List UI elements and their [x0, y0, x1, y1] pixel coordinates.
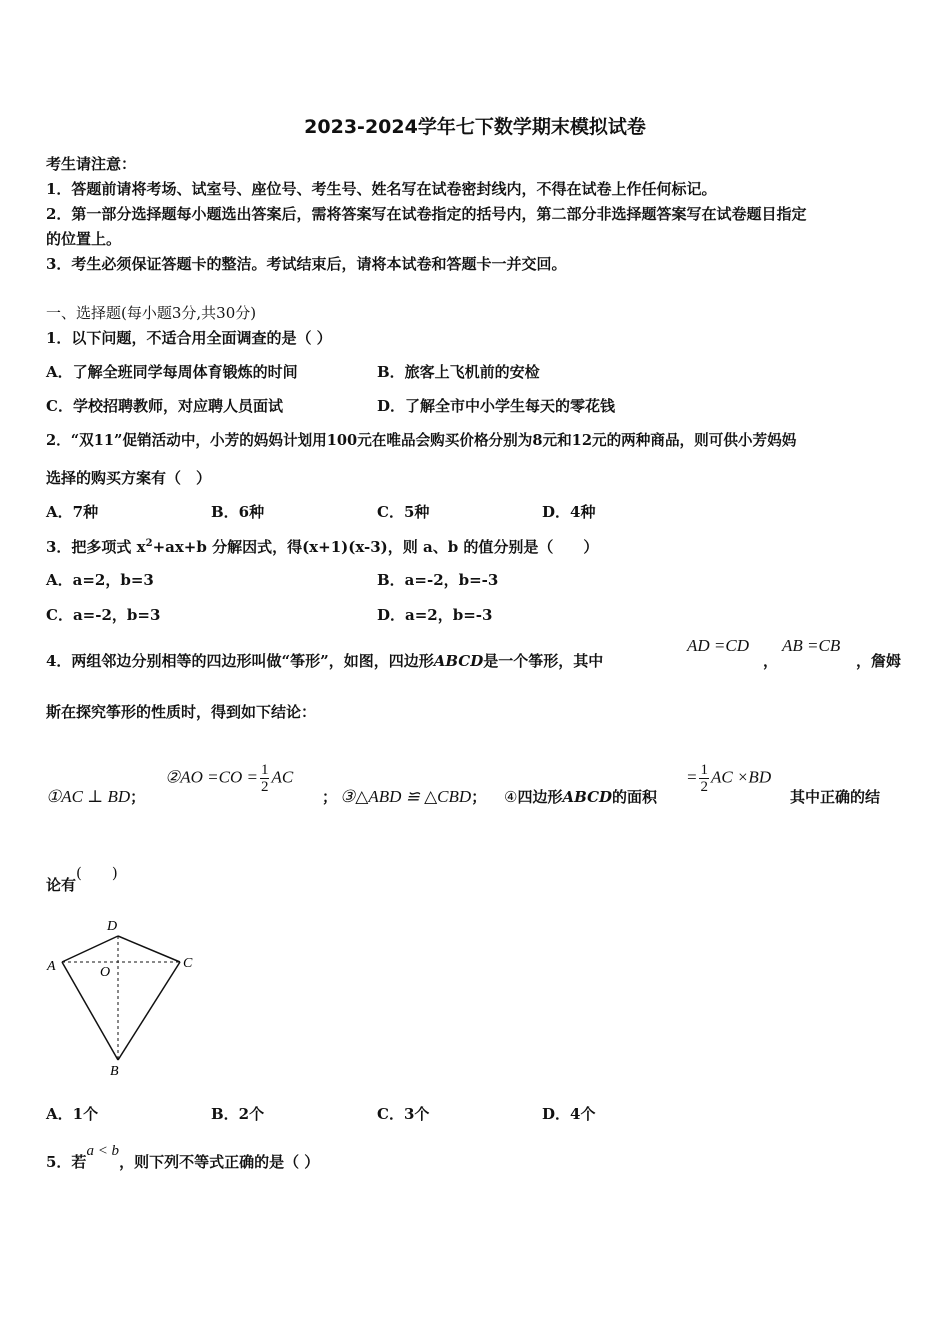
q3-option-c[interactable]: C．a=-2，b=3	[46, 606, 161, 624]
q4-conclusion-2	[165, 762, 293, 795]
q2-option-b[interactable]: B．6种	[211, 503, 265, 521]
notice-item-2-cont: 的位置上。	[46, 230, 122, 248]
section-heading: 一、选择题(每小题3分,共30分)	[46, 304, 257, 322]
notice-item-2: 2．第一部分选择题每小题选出答案后，需将答案写在试卷指定的括号内，第二部分非选择题答案写在试卷题目指定	[46, 205, 807, 223]
q3-option-d[interactable]: D．a=2，b=-3	[377, 606, 493, 624]
q4-c2-pre: ②AO =CO =	[165, 767, 258, 787]
q4-stem-line3-text: 论有	[46, 876, 77, 894]
q4-c4-label: ④	[504, 788, 518, 806]
q1-option-a[interactable]: A．了解全班同学每周体育锻炼的时间	[46, 363, 298, 381]
q4-c2-post: AC	[271, 767, 294, 787]
q4-stem-line3	[46, 864, 118, 895]
q3-option-a[interactable]: A．a=2，b=3	[46, 571, 154, 589]
kite-label-a: A	[47, 959, 56, 974]
q4-eq-ad-cd: AD =CD	[687, 636, 749, 655]
q4-option-c[interactable]: C．3个	[377, 1105, 430, 1123]
q2-option-a[interactable]: A．7种	[46, 503, 99, 521]
q4-area-fraction	[699, 762, 709, 795]
q4-c4-area: 的面积	[612, 788, 658, 806]
q4-conclusion-3	[340, 786, 486, 807]
q1-option-c[interactable]: C．学校招聘教师，对应聘人员面试	[46, 397, 283, 415]
q4-option-a[interactable]: A．1个	[46, 1105, 99, 1123]
page-title: 2023-2024学年七下数学期末模拟试卷	[304, 116, 646, 138]
q3-stem-sup: 2	[145, 538, 153, 549]
q5-stem	[46, 1143, 320, 1172]
q4-c4-text: 四边形	[517, 788, 563, 806]
q1-option-d[interactable]: D．了解全市中小学生每天的零花钱	[377, 397, 616, 415]
kite-edge-dc	[118, 936, 180, 962]
q4-stem-line1	[46, 650, 603, 671]
q5-condition: a < b	[86, 1143, 120, 1159]
q4-conclusion-4	[504, 786, 657, 807]
q4-c1: ①AC ⊥ BD	[46, 787, 131, 806]
q4-area-formula	[686, 762, 771, 795]
kite-label-c: C	[183, 956, 193, 971]
notice-item-1: 1．答题前请将考场、试室号、座位号、考生号、姓名写在试卷密封线内，不得在试卷上作任何标记。	[46, 180, 717, 198]
q4-conclusion-1	[46, 786, 145, 807]
q2-option-d[interactable]: D．4种	[542, 503, 596, 521]
kite-figure	[44, 912, 204, 1080]
q4-stem-c: ，詹姆	[856, 652, 902, 670]
q5-post: ，则下列不等式正确的是（ ）	[119, 1153, 320, 1171]
q4-c4-abcd: ABCD	[562, 788, 613, 806]
q1-option-b[interactable]: B．旅客上飞机前的安检	[377, 363, 540, 381]
q4-sep-3: ；	[471, 788, 487, 806]
q4-option-d[interactable]: D．4个	[542, 1105, 596, 1123]
q4-stem-a: 4．两组邻边分别相等的四边形叫做“筝形”，如图，四边形	[46, 652, 434, 670]
q4-c4-post: AC ×BD	[710, 767, 772, 787]
q4-sep-2: ；	[322, 788, 338, 806]
q1-stem: 1．以下问题，不适合用全面调查的是（ ）	[46, 329, 332, 347]
q4-stem-d: 其中正确的结	[790, 788, 881, 806]
q4-area-half-num: 1	[700, 762, 708, 778]
q4-c3: ③△ABD ≌ △CBD	[340, 787, 472, 806]
q3-stem-pre: 3．把多项式 x	[46, 538, 146, 556]
notice-heading: 考生请注意：	[46, 155, 137, 173]
q4-half-den: 2	[260, 779, 269, 795]
q4-abcd: ABCD	[433, 652, 484, 670]
q4-half-fraction	[260, 762, 270, 795]
q5-pre: 5．若	[46, 1153, 87, 1171]
q4-sep-1: ；	[130, 788, 146, 806]
kite-label-o: O	[100, 965, 111, 980]
q4-answer-paren: ( )	[76, 864, 118, 882]
q4-comma: ，	[763, 652, 779, 670]
kite-edge-cb	[118, 962, 180, 1060]
q4-stem-b: 是一个筝形，其中	[483, 652, 604, 670]
q4-option-b[interactable]: B．2个	[211, 1105, 265, 1123]
q2-stem-line2: 选择的购买方案有（ ）	[46, 469, 212, 487]
q3-stem	[46, 536, 598, 557]
q4-c4-eq: =	[686, 767, 698, 787]
kite-edge-ad	[62, 936, 118, 962]
q4-eq-ab-cb: AB =CB	[782, 636, 841, 655]
q2-stem-line1: 2．“双11”促销活动中，小芳的妈妈计划用100元在唯品会购买价格分别为8元和12元的两种商品，则可供小芳妈妈	[46, 432, 797, 449]
q2-option-c[interactable]: C．5种	[377, 503, 430, 521]
q4-area-half-den: 2	[700, 779, 708, 795]
notice-item-3: 3．考生必须保证答题卡的整洁。考试结束后，请将本试卷和答题卡一并交回。	[46, 255, 567, 273]
kite-label-d: D	[107, 919, 118, 934]
q4-stem-line2: 斯在探究筝形的性质时，得到如下结论：	[46, 703, 317, 721]
kite-label-b: B	[110, 1064, 119, 1079]
q3-stem-post: +ax+b 分解因式，得(x+1)(x-3)，则 a、b 的值分别是（ ）	[152, 538, 599, 556]
q3-option-b[interactable]: B．a=-2，b=-3	[377, 571, 499, 589]
q4-half-num: 1	[260, 762, 269, 778]
